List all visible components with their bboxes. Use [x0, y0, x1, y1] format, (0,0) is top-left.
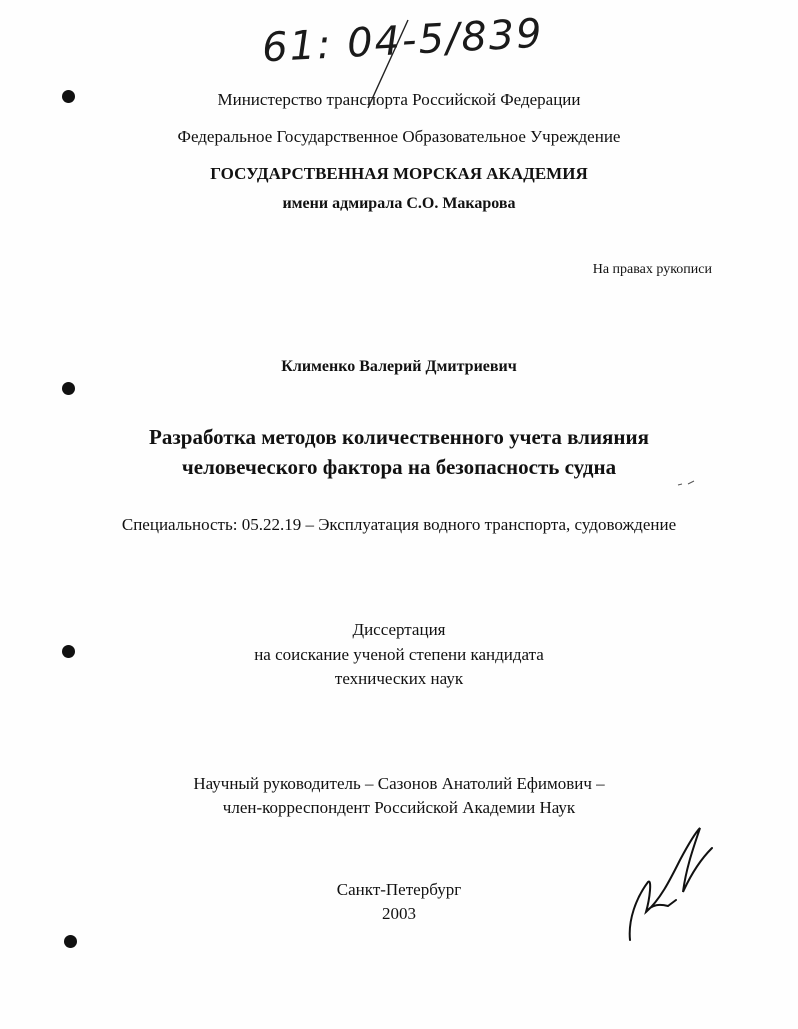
- institution-type-line: Федеральное Государственное Образовательное Учреждение: [177, 127, 621, 146]
- archive-slash-stroke: [368, 20, 408, 108]
- specialty-line: Специальность: 05.22.19 – Эксплуатация водного транспорта, судовождение: [121, 515, 677, 534]
- archive-code-handwritten: 61: 04-5/839: [260, 10, 545, 72]
- supervisor-line-1: Научный руководитель – Сазонов Анатолий Ефимович –: [193, 774, 605, 793]
- title-line-2: человеческого фактора на безопасность судна: [181, 455, 617, 479]
- academy-named-after: имени адмирала С.О. Макарова: [282, 195, 516, 212]
- title-line-1: Разработка методов количественного учета влияния: [149, 425, 649, 449]
- stray-pen-mark: [678, 481, 694, 485]
- dissertation-label: Диссертация: [352, 620, 446, 639]
- city: Санкт-Петербург: [336, 880, 462, 899]
- manuscript-rights-note: На правах рукописи: [592, 262, 712, 277]
- signature-scribble: [630, 828, 712, 940]
- year: 2003: [382, 904, 416, 923]
- academy-name: ГОСУДАРСТВЕННАЯ МОРСКАЯ АКАДЕМИЯ: [210, 164, 588, 183]
- supervisor-line-2: член-корреспондент Российской Академии Наук: [222, 798, 576, 817]
- author-name: Клименко Валерий Дмитриевич: [281, 358, 517, 375]
- degree-sought: на соискание ученой степени кандидата: [254, 645, 544, 664]
- science-field: технических наук: [334, 669, 464, 688]
- ministry-line: Министерство транспорта Российской Федерации: [217, 90, 581, 109]
